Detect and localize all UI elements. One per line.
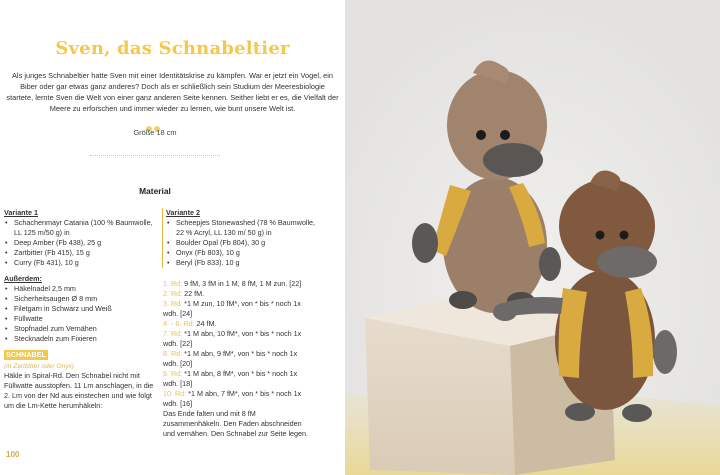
- list-item: • Füllwatte: [4, 314, 154, 324]
- round-line: 10. Rd: *1 M abn, 7 fM*, von * bis * noch 1x wdh. [16]: [163, 389, 302, 408]
- ausserdem-list: [4, 284, 154, 344]
- list-item: • Onyx (Fb 803), 10 g: [166, 248, 316, 258]
- rounds-end: Das Ende falten und mit 8 fM zusammenhäkeln. Den Faden abschneiden und vernähen. Den Schnabel zur Seite legen.: [163, 409, 309, 438]
- list-item: • Filetgarn in Schwarz und Weiß: [4, 304, 154, 314]
- round-line: 7. Rd: *1 M abn, 10 fM*, von * bis * noch 1x wdh. [22]: [163, 329, 302, 348]
- ausserdem-heading: Außerdem:: [4, 274, 42, 283]
- round-instructions: [163, 279, 313, 439]
- list-item: • Boulder Opal (Fb 804), 30 g: [166, 238, 316, 248]
- schnabel-label: SCHNABEL: [6, 350, 46, 359]
- list-item: • Schachenmayr Catania (100 % Baumwolle, LL 125 m/50 g) in: [4, 218, 154, 238]
- list-item: • Zartbitter (Fb 415), 15 g: [4, 248, 154, 258]
- round-line: 1. Rd: 9 fM, 3 fM in 1 M, 8 fM, 1 M zun. [22]: [163, 279, 302, 288]
- round-line: 8. Rd: *1 M abn, 9 fM*, von * bis * noch 1x wdh. [20]: [163, 349, 298, 368]
- round-line: 4. - 6. Rd: 24 fM.: [163, 319, 217, 328]
- page-title: Sven, das Schnabeltier: [55, 38, 290, 59]
- variant1-list: [4, 218, 154, 268]
- round-line: 2. Rd: 22 fM.: [163, 289, 205, 298]
- size-label: Größe 18 cm: [133, 128, 177, 137]
- text-page: [0, 0, 345, 475]
- material-heading: Material: [139, 186, 171, 196]
- list-item: • Scheepjes Stonewashed (78 % Baumwolle, 22 % Acryl, LL 130 m/ 50 g) in: [166, 218, 316, 238]
- intro-paragraph: Als junges Schnabeltier hatte Sven mit einer Identitätskrise zu kämpfen. War er jetzt ein Vogel, ein Biber oder gar etwas ganz anderes? Doch als er schließlich sein Studium der Meeresbiologie startete, lernte Sven die Welt von einer ganz anderen Seite kennen. Seither liebt er es, die Vielfalt der Meere zu erforschen und immer wieder zu lernen, wie bunt unsere Welt ist.: [6, 71, 339, 113]
- crochet-platypus-photo: [345, 0, 720, 475]
- list-item: • Stecknadeln zum Fixieren: [4, 334, 154, 344]
- variant2-heading: Variante 2: [166, 208, 200, 217]
- variant1-heading: Variante 1: [4, 208, 38, 217]
- material-column-left: [4, 208, 154, 411]
- round-line: 3. Rd: *1 M zun, 10 fM*, von * bis * noch 1x wdh. [24]: [163, 299, 301, 318]
- list-item: • Sicherheitsaugen Ø 8 mm: [4, 294, 154, 304]
- photo: [345, 0, 720, 475]
- schnabel-instructions: Häkle in Spiral-Rd. Den Schnabel nicht mit Füllwatte ausstopfen. 11 Lm anschlagen, in die 2. Lm von der Nd aus einstechen und wie folgt um die Lm-Kette herumhäkeln:: [4, 371, 154, 410]
- round-line: 9. Rd: *1 M abn, 8 fM*, von * bis * noch 1x wdh. [18]: [163, 369, 298, 388]
- dotted-divider: [90, 155, 220, 156]
- material-column-right: [162, 208, 316, 268]
- list-item: • Deep Amber (Fb 438), 25 g: [4, 238, 154, 248]
- variant2-list: [166, 218, 316, 268]
- list-item: • Häkelnadel 2,5 mm: [4, 284, 154, 294]
- schnabel-subtitle: (in Zartbitter oder Onyx): [4, 363, 74, 370]
- list-item: • Stopfnadel zum Vernähen: [4, 324, 154, 334]
- list-item: • Curry (Fb 431), 10 g: [4, 258, 154, 268]
- page-number: 100: [6, 450, 20, 459]
- list-item: • Beryl (Fb 833). 10 g: [166, 258, 316, 268]
